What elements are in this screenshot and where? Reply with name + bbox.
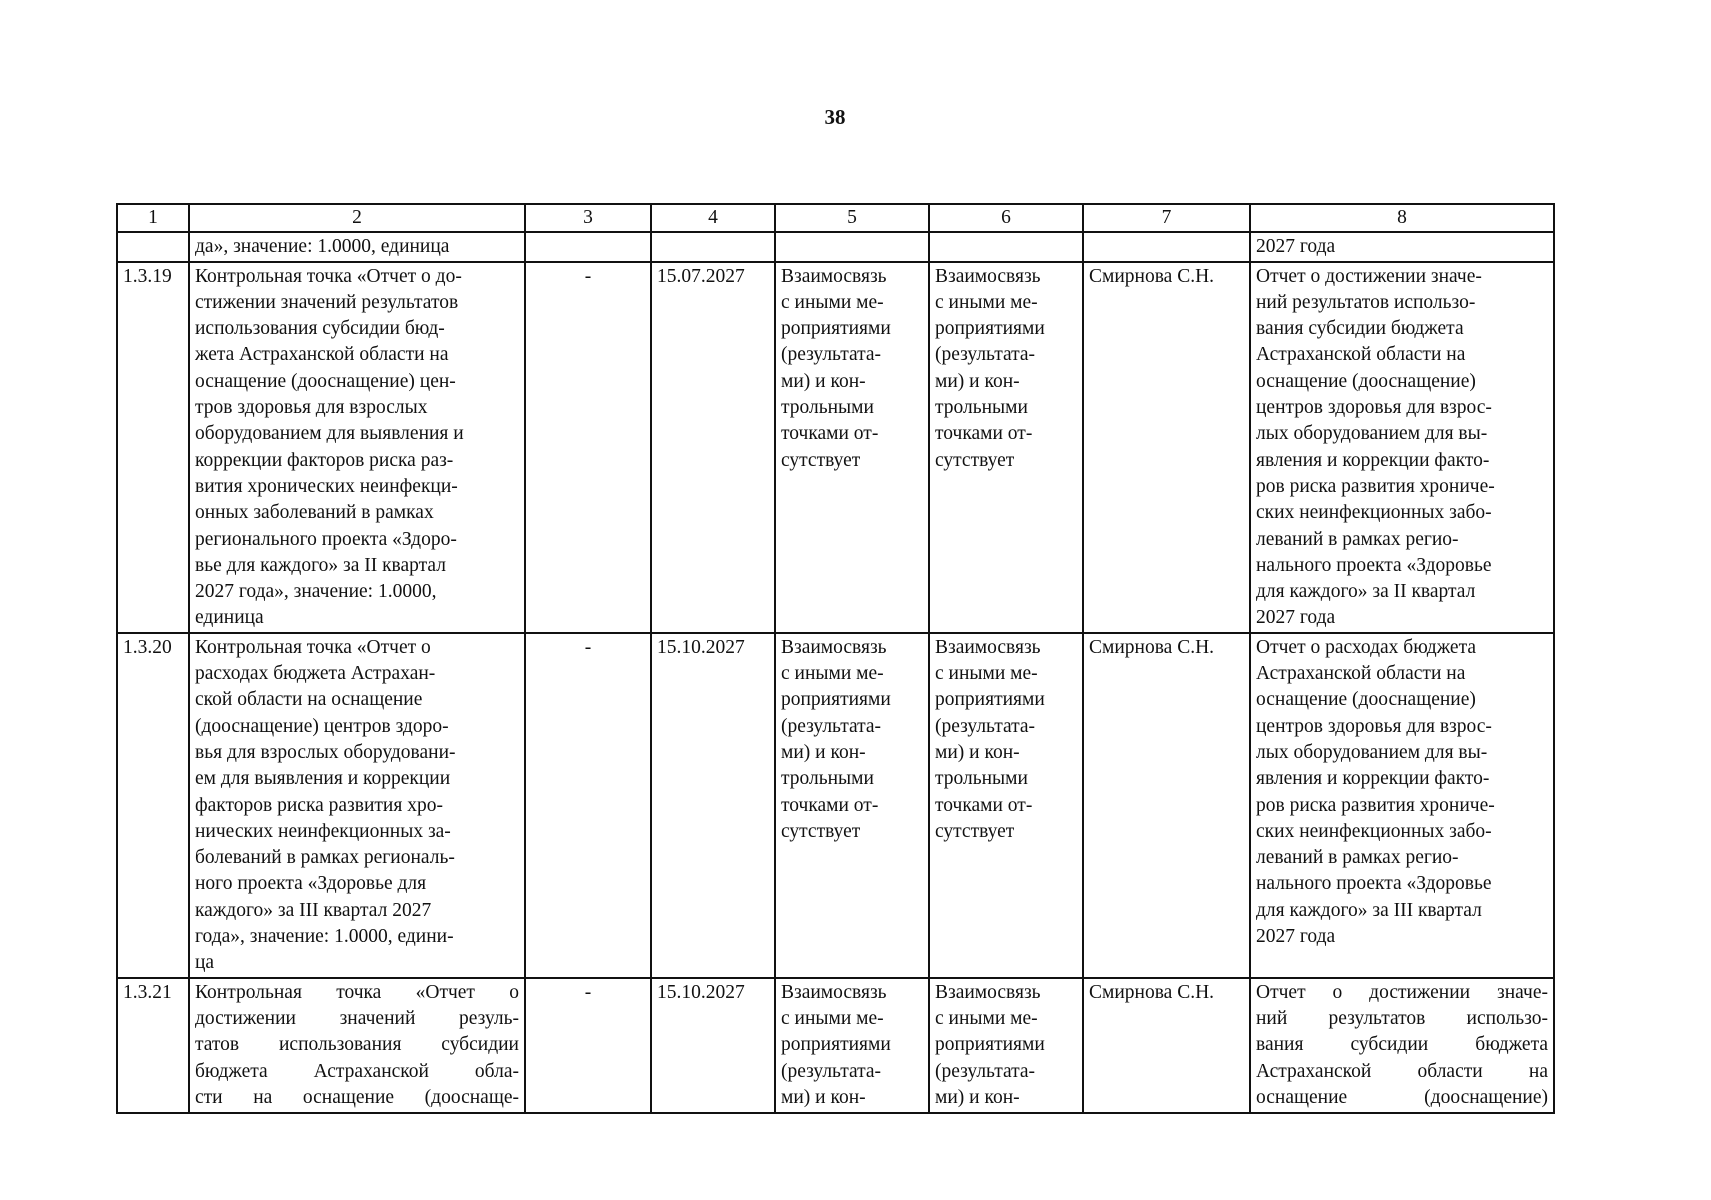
cell-description: да», значение: 1.0000, единица (189, 232, 525, 261)
table-row (117, 633, 1554, 978)
cell-responsible: Смирнова С.Н. (1083, 262, 1250, 633)
cell-date: 15.10.2027 (651, 633, 775, 978)
cell-col3 (525, 232, 651, 261)
column-number-8: 8 (1250, 204, 1554, 232)
column-number-1: 1 (117, 204, 189, 232)
cell-number: 1.3.19 (117, 262, 189, 633)
table-header-row (117, 204, 1554, 232)
cell-document: 2027 года (1250, 232, 1554, 261)
cell-number: 1.3.21 (117, 978, 189, 1113)
cell-col6: Взаимосвязь с иными ме- роприятиями (результата- ми) и кон- трольными точками от- сутствует (929, 633, 1083, 978)
column-number-3: 3 (525, 204, 651, 232)
cell-document: Отчет о достижении значе- ний результатов использо- вания субсидии бюджета Астраханской области на оснащение (дооснащение) центров здоровья для взрос- лых оборудованием для вы- явления и коррекции факто- ров риска развития хрониче- ских неинфекционных забо- леваний в рамках регио- нального проекта «Здоровье для каждого» за II квартал 2027 года (1250, 262, 1554, 633)
table-row (117, 262, 1554, 633)
table-row (117, 978, 1554, 1113)
cell-date: 15.10.2027 (651, 978, 775, 1113)
column-number-6: 6 (929, 204, 1083, 232)
column-number-5: 5 (775, 204, 929, 232)
cell-number: 1.3.20 (117, 633, 189, 978)
column-number-7: 7 (1083, 204, 1250, 232)
cell-col3: - (525, 978, 651, 1113)
cell-responsible: Смирнова С.Н. (1083, 633, 1250, 978)
cell-date: 15.07.2027 (651, 262, 775, 633)
table-row-continuation (117, 232, 1554, 261)
cell-responsible (1083, 232, 1250, 261)
cell-col5: Взаимосвязь с иными ме- роприятиями (результата- ми) и кон- трольными точками от- сутствует (775, 633, 929, 978)
cell-col3: - (525, 633, 651, 978)
cell-number (117, 232, 189, 261)
cell-col6: Взаимосвязь с иными ме- роприятиями (результата- ми) и кон- трольными точками от- сутствует (929, 262, 1083, 633)
cell-responsible: Смирнова С.Н. (1083, 978, 1250, 1113)
cell-col5: Взаимосвязь с иными ме- роприятиями (результата- ми) и кон- трольными точками от- сутствует (775, 262, 929, 633)
cell-document: Отчет о достижении значе- ний результатов использо- вания субсидии бюджета Астраханской области на оснащение (дооснащение) (1250, 978, 1554, 1113)
page-number: 38 (824, 105, 846, 129)
activities-table (116, 203, 1555, 1114)
column-number-2: 2 (189, 204, 525, 232)
cell-col5: Взаимосвязь с иными ме- роприятиями (результата- ми) и кон- (775, 978, 929, 1113)
cell-col6: Взаимосвязь с иными ме- роприятиями (результата- ми) и кон- (929, 978, 1083, 1113)
cell-document: Отчет о расходах бюджета Астраханской области на оснащение (дооснащение) центров здоровья для взрос- лых оборудованием для вы- явления и коррекции факто- ров риска развития хрониче- ских неинфекционных забо- леваний в рамках регио- нального проекта «Здоровье для каждого» за III квартал 2027 года (1250, 633, 1554, 978)
cell-col3: - (525, 262, 651, 633)
column-number-4: 4 (651, 204, 775, 232)
cell-col6 (929, 232, 1083, 261)
cell-description: Контрольная точка «Отчет о до- стижении значений результатов использования субсидии бюд- жета Астраханской области на оснащение (дооснащение) цен- тров здоровья для взрослых оборудованием для выявления и коррекции факторов риска раз- вития хронических неинфекци- онных заболеваний в рамках регионального проекта «Здоро- вье для каждого» за II квартал 2027 года», значение: 1.0000, единица (189, 262, 525, 633)
cell-col5 (775, 232, 929, 261)
cell-description: Контрольная точка «Отчет о достижении значений резуль- татов использования субсидии бюджета Астраханской обла- сти на оснащение (дооснаще- (189, 978, 525, 1113)
cell-description: Контрольная точка «Отчет о расходах бюджета Астрахан- ской области на оснащение (дооснащение) центров здоро- вья для взрослых оборудовани- ем для выявления и коррекции факторов риска развития хро- нических неинфекционных за- болеваний в рамках региональ- ного проекта «Здоровье для каждого» за III квартал 2027 года», значение: 1.0000, едини- ца (189, 633, 525, 978)
cell-date (651, 232, 775, 261)
